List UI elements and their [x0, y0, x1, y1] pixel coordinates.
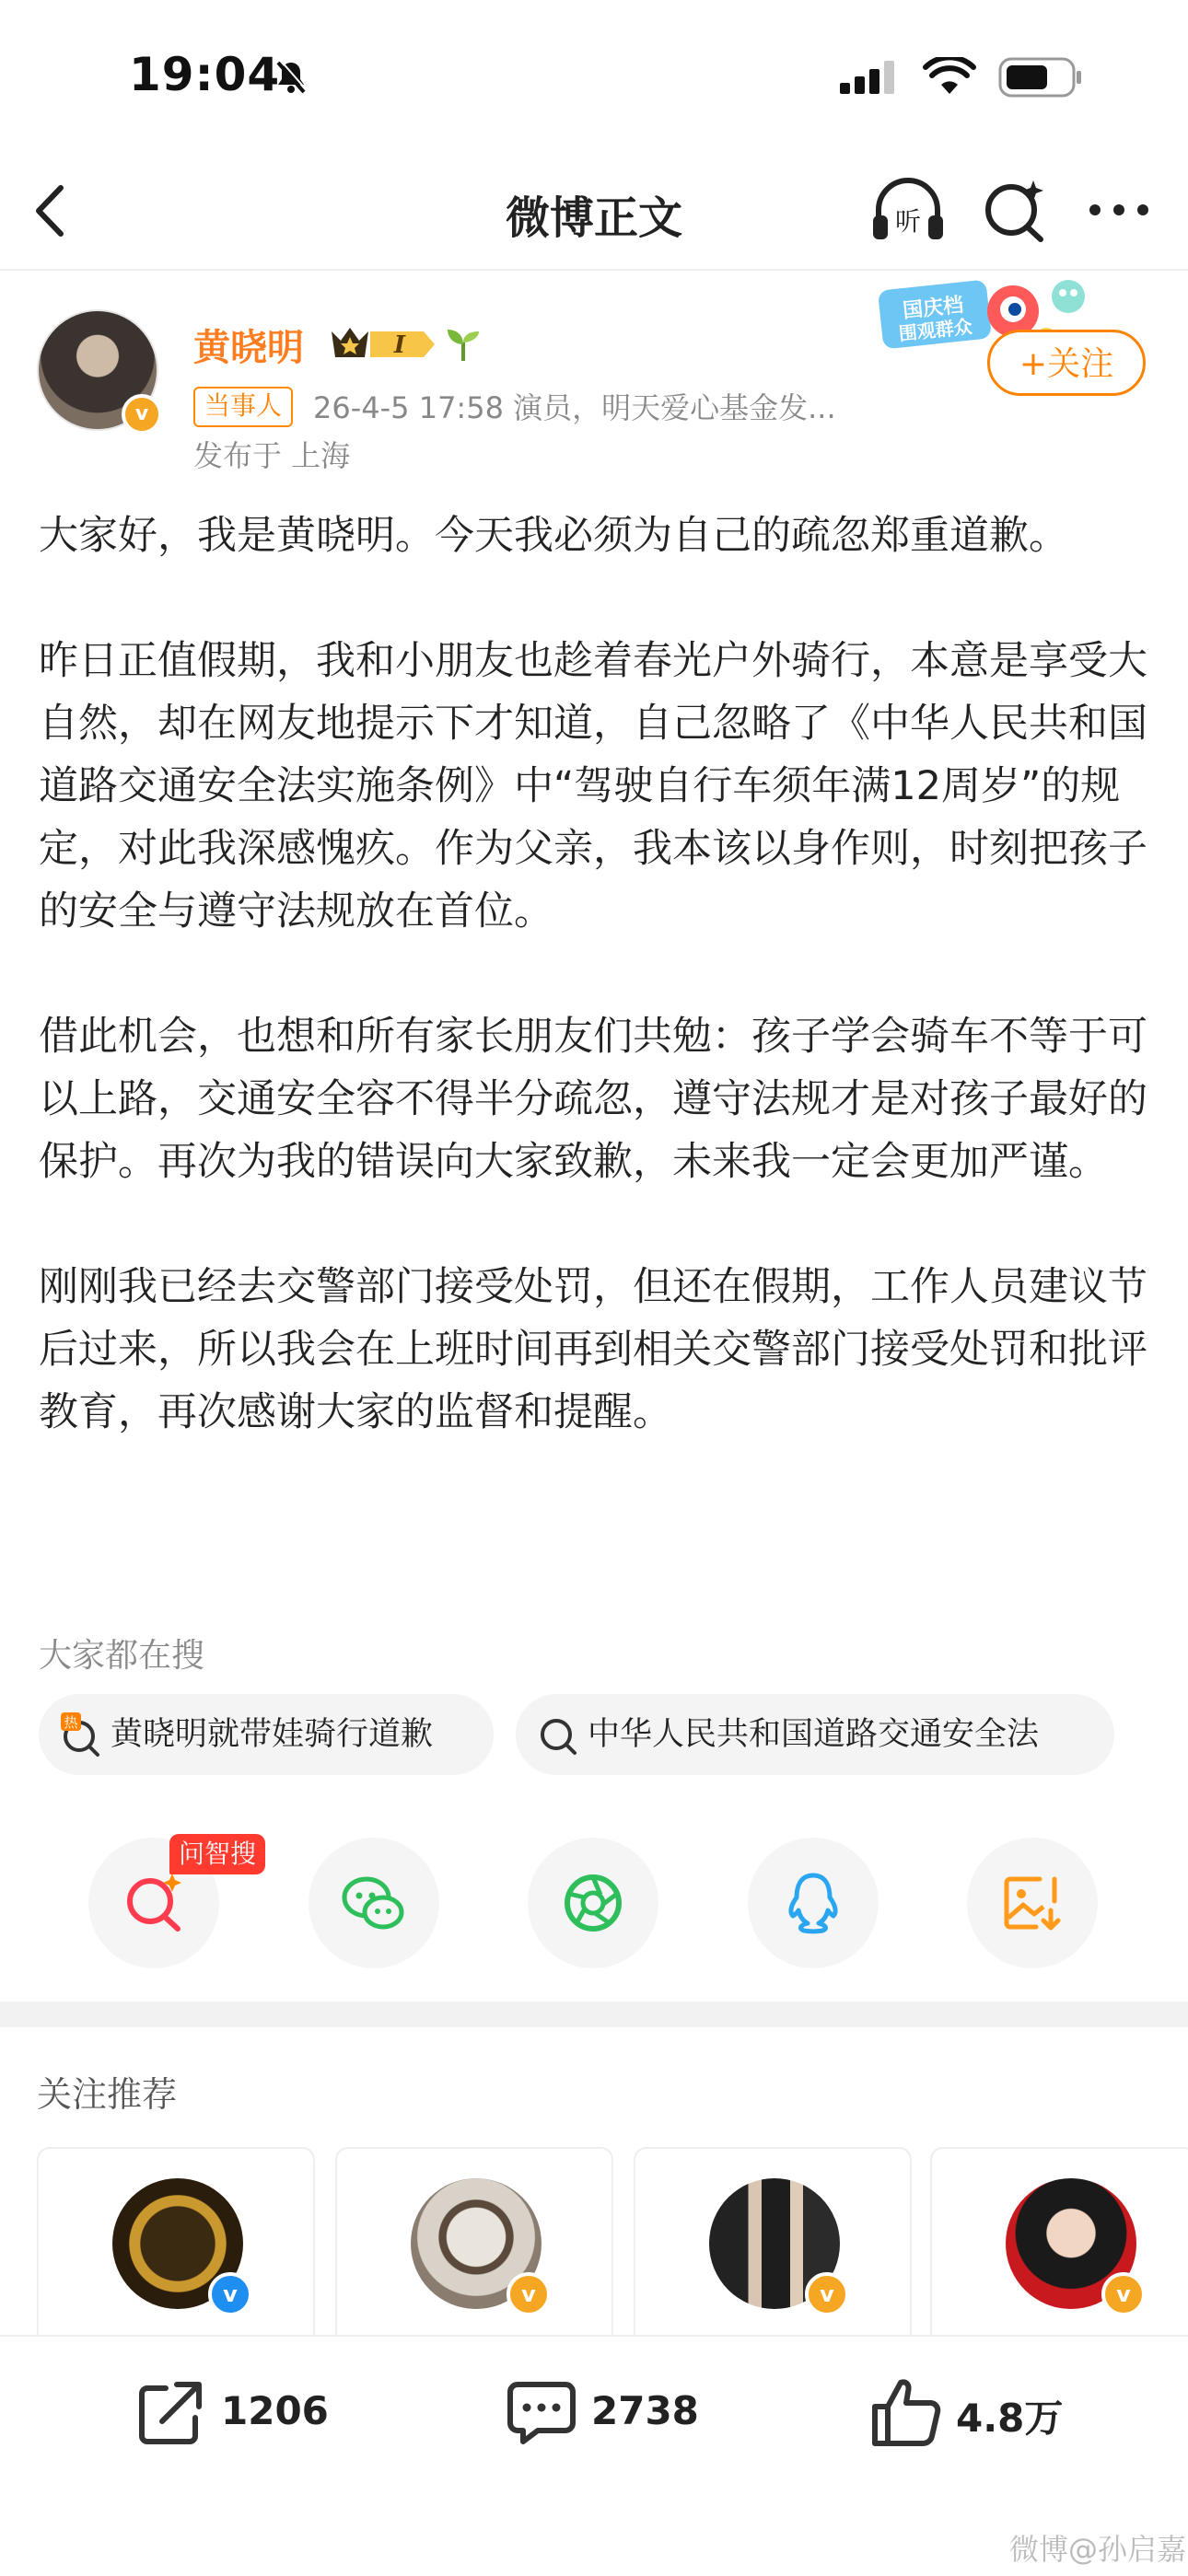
search-chip[interactable] [39, 1694, 494, 1775]
publish-location: 发布于 上海 [193, 438, 351, 473]
share-qq-button[interactable] [748, 1838, 879, 1968]
bell-muted-icon [273, 59, 309, 99]
search-chip-label: 黄晓明就带娃骑行道歉 [111, 1716, 434, 1753]
listen-button[interactable] [869, 177, 947, 249]
repost-count: 1206 [221, 2388, 329, 2433]
svg-text:I: I [393, 331, 406, 359]
role-tag: 当事人 [193, 387, 293, 427]
vip-crown-icon[interactable] [328, 322, 438, 368]
page-title: 微博正文 [505, 192, 682, 244]
follow-button[interactable]: +关注 [987, 330, 1146, 396]
post-paragraph: 大家好，我是黄晓明。今天我必须为自己的疏忽郑重道歉。 [39, 513, 1068, 559]
ai-search-badge: 问智搜 [169, 1834, 265, 1874]
search-button[interactable] [982, 177, 1050, 249]
headphones-listen-icon [869, 177, 947, 245]
search-chip[interactable] [516, 1694, 1114, 1775]
status-bar [0, 0, 1188, 157]
more-dots-icon [1087, 184, 1151, 239]
verified-badge-icon: v [122, 394, 162, 435]
comment-icon [505, 2375, 578, 2449]
section-divider [0, 2002, 1188, 2027]
more-button[interactable] [1087, 184, 1151, 243]
search-icon [982, 177, 1050, 245]
moments-aperture-icon [560, 1870, 626, 1936]
promo-text: 国庆档 [902, 294, 965, 323]
trending-search-title: 大家都在搜 [39, 1637, 205, 1675]
verified-orange-badge-icon: v [1101, 2272, 1146, 2316]
verified-orange-badge-icon: v [507, 2272, 551, 2316]
weibo-watermark: 微博@孙启嘉 [1009, 2532, 1187, 2567]
status-time: 19:04 [129, 48, 281, 101]
sprout-icon [444, 324, 483, 366]
recommend-title: 关注推荐 [37, 2074, 178, 2115]
top-nav-bar [0, 157, 1188, 271]
repost-icon [134, 2375, 208, 2449]
svg-text:围观群众: 围观群众 [897, 315, 973, 345]
post-body [39, 505, 1153, 1506]
svg-text:热: 热 [64, 1714, 78, 1731]
post-paragraph: 刚刚我已经去交警部门接受处罚，但还在假期，工作人员建议节后过来，所以我会在上班时间再到相关交警部门接受处罚和批评教育，再次感谢大家的监督和提醒。 [39, 1264, 1147, 1435]
search-icon [538, 1712, 578, 1757]
thumbs-up-icon [869, 2375, 943, 2449]
svg-text:听: 听 [894, 206, 922, 237]
verified-orange-badge-icon: v [805, 2272, 849, 2316]
author-name[interactable]: 黄晓明 [193, 327, 304, 369]
cellular-signal-icon [840, 61, 897, 98]
wechat-icon [341, 1870, 407, 1936]
hot-search-icon [61, 1712, 101, 1757]
like-count: 4.8万 [956, 2396, 1064, 2441]
wifi-icon [923, 57, 976, 99]
post-paragraph: 昨日正值假期，我和小朋友也趁着春光户外骑行，本意是享受大自然，却在网友地提示下才知道，自己忽略了《中华人民共和国道路交通安全法实施条例》中“驾驶自行车须年满12周岁”的规定，对此我深感愧疚。作为父亲，我本该以身作则，时刻把孩子的安全与遵守法规放在首位。 [39, 638, 1147, 934]
share-moments-button[interactable] [528, 1838, 658, 1968]
qq-penguin-icon [780, 1870, 846, 1936]
post-meta: 26-4-5 17:58 演员，明天爱心基金发... [313, 390, 836, 425]
save-image-icon [999, 1870, 1066, 1936]
battery-icon [998, 57, 1083, 101]
share-wechat-button[interactable] [309, 1838, 439, 1968]
save-image-button[interactable] [967, 1838, 1098, 1968]
comment-count: 2738 [591, 2388, 699, 2433]
verified-blue-badge-icon: v [208, 2272, 252, 2316]
search-chip-label: 中华人民共和国道路交通安全法 [588, 1716, 1040, 1753]
ai-search-icon [121, 1870, 187, 1936]
post-paragraph: 借此机会，也想和所有家长朋友们共勉：孩子学会骑车不等于可以上路，交通安全容不得半分疏忽，遵守法规才是对孩子最好的保护。再次为我的错误向大家致歉，未来我一定会更加严谨。 [39, 1014, 1147, 1185]
